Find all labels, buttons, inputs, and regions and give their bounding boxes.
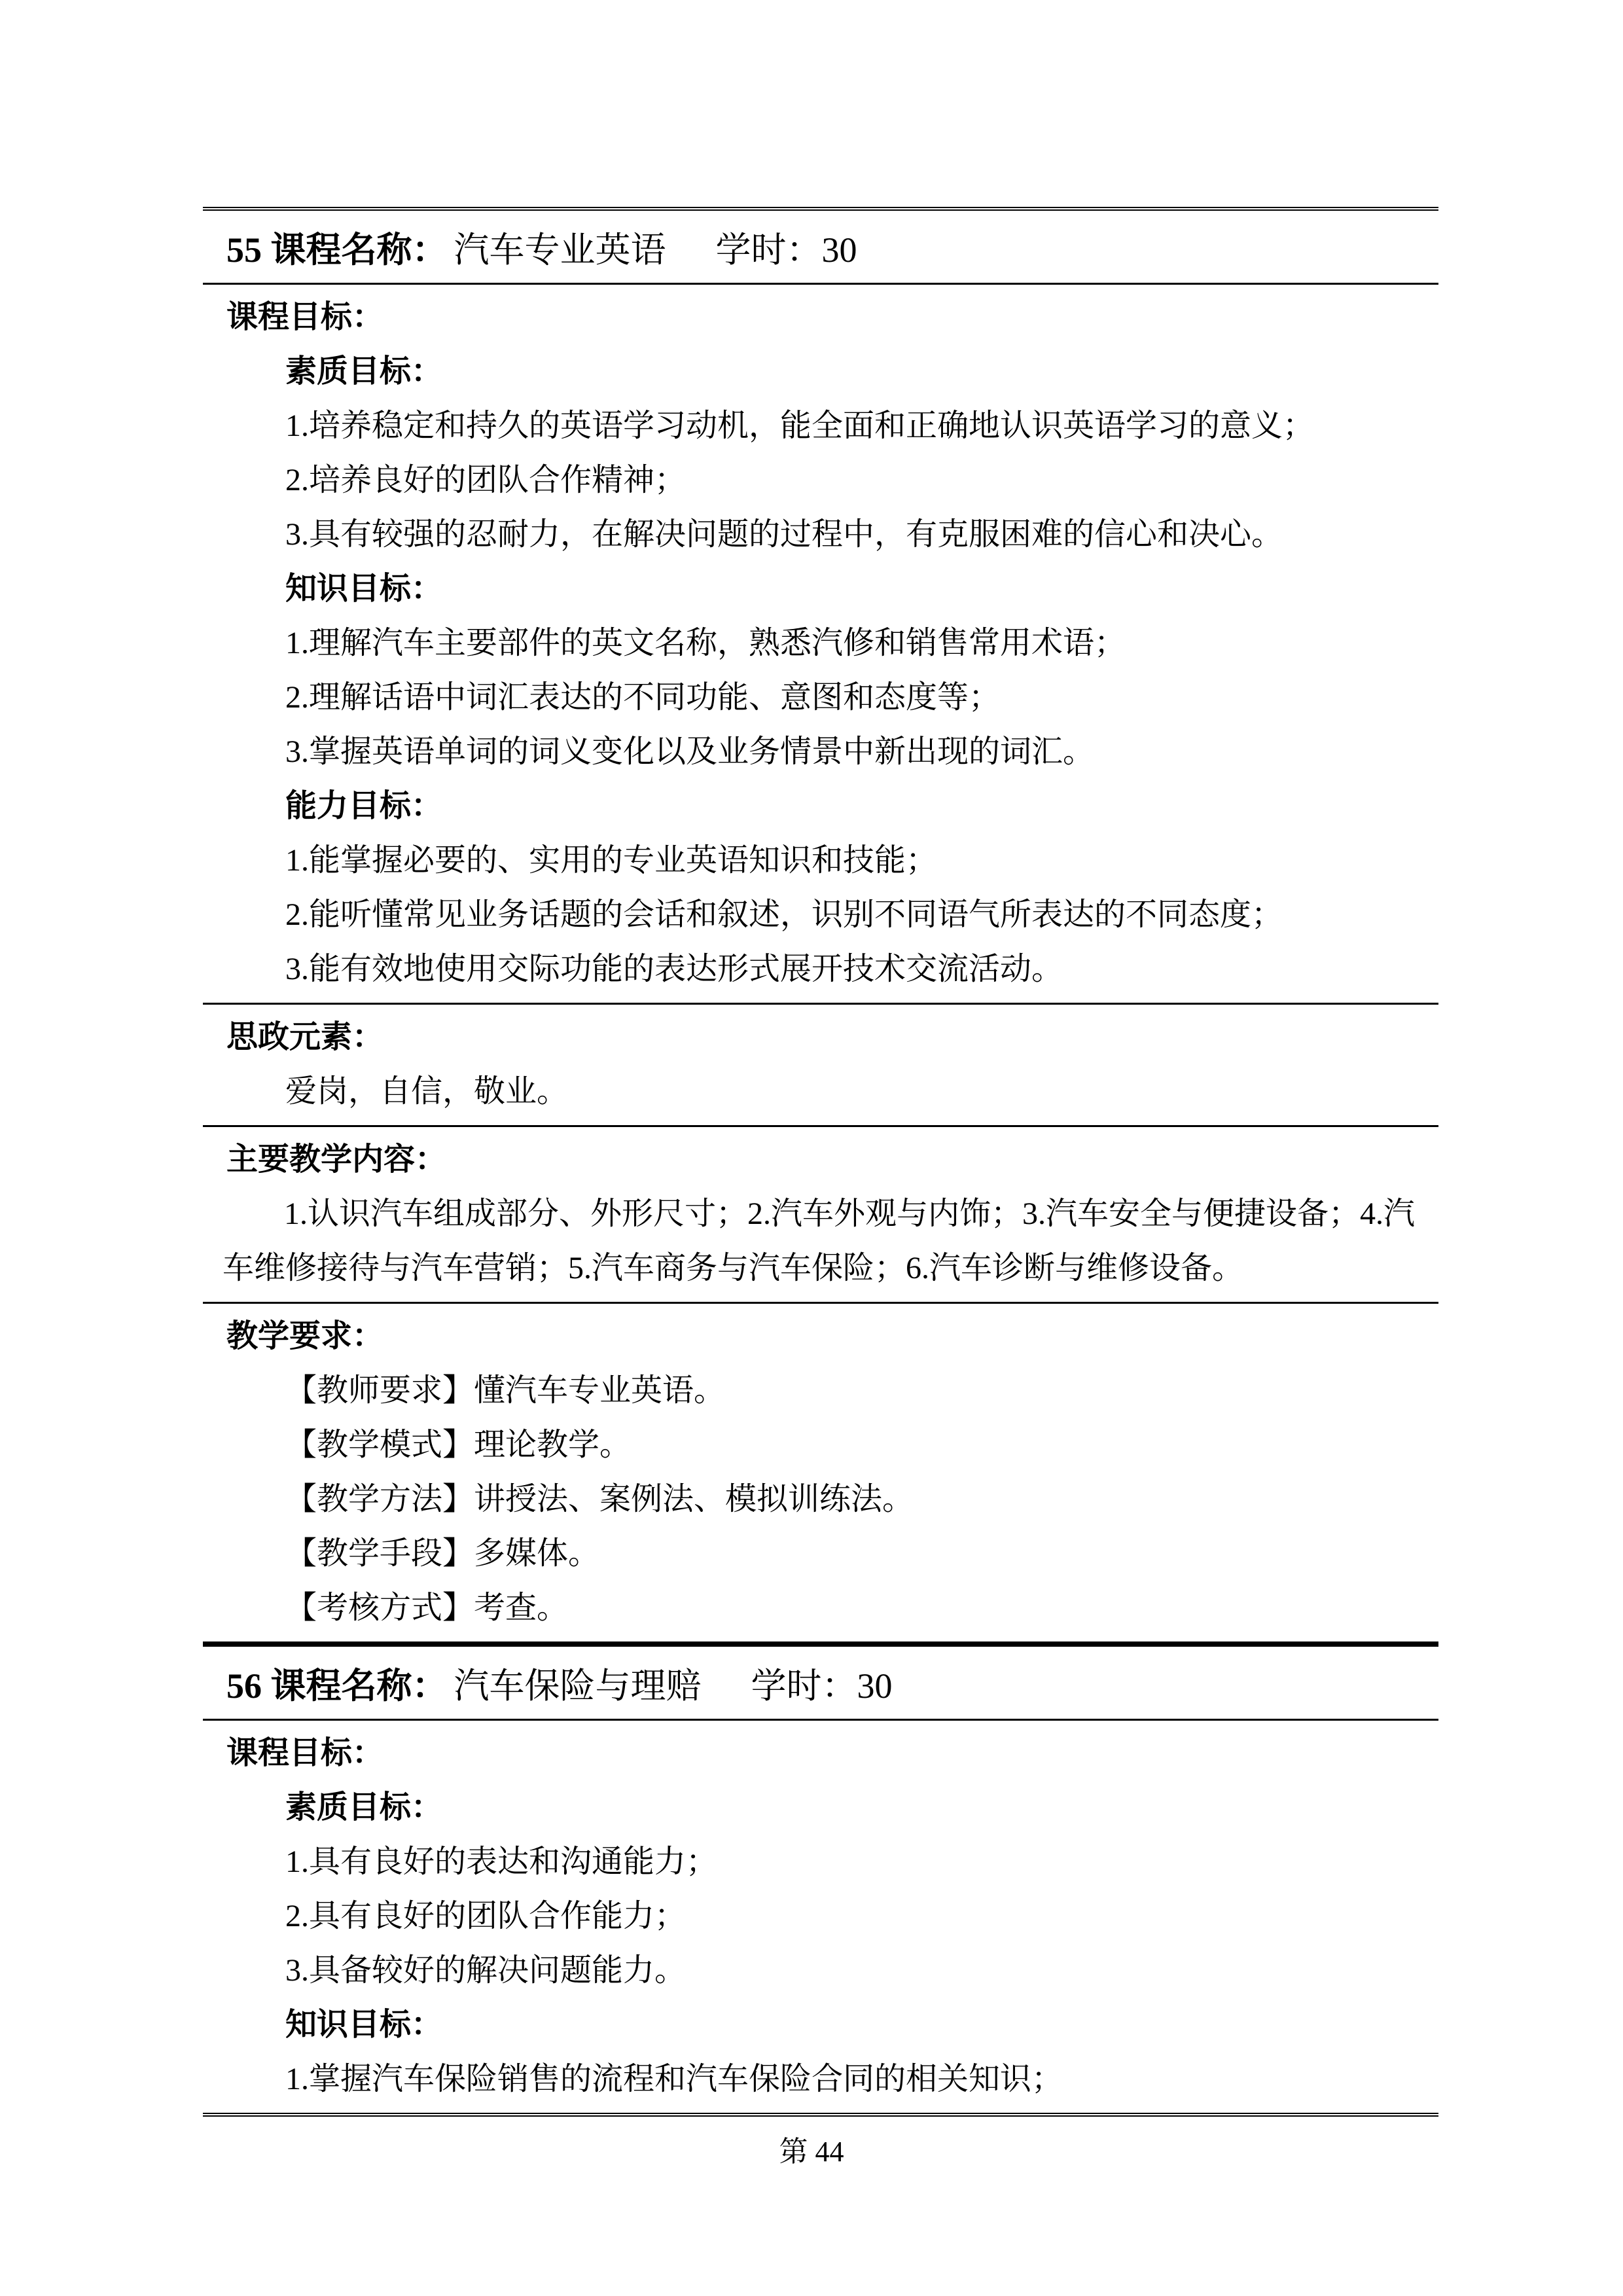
course-56-objectives-heading: 课程目标： bbox=[226, 1736, 384, 1770]
course-55-objectives-heading: 课程目标： bbox=[226, 300, 384, 334]
knowledge-goal-item: 2.理解话语中词汇表达的不同功能、意图和态度等； bbox=[285, 680, 1001, 715]
course-55-hours: 学时：30 bbox=[715, 230, 857, 270]
course-56-title-row bbox=[203, 1647, 1438, 1719]
course-55-ability-goal-heading: 能力目标： bbox=[285, 789, 443, 823]
course-56-table bbox=[203, 1643, 1438, 2117]
course-55-requirements-row bbox=[203, 1302, 1438, 1641]
ability-goal-item: 3.能有效地使用交际功能的表达形式展开技术交流活动。 bbox=[285, 952, 1063, 986]
knowledge-goal-item: 1.理解汽车主要部件的英文名称，熟悉汽修和销售常用术语； bbox=[285, 626, 1126, 660]
course-56-objectives-row bbox=[203, 1719, 1438, 2113]
course-55-ideology-content: 爱岗，自信，敬业。 bbox=[285, 1074, 569, 1109]
knowledge-goal-item: 1.掌握汽车保险销售的流程和汽车保险合同的相关知识； bbox=[285, 2062, 1063, 2096]
quality-goal-item: 1.培养稳定和持久的英语学习动机，能全面和正确地认识英语学习的意义； bbox=[285, 408, 1315, 443]
course-55-quality-goal-heading: 素质目标： bbox=[285, 354, 443, 389]
course-56-quality-goal-heading: 素质目标： bbox=[285, 1790, 443, 1825]
course-55-ideology-heading: 思政元素： bbox=[226, 1020, 384, 1054]
requirement-item: 【考核方式】考查。 bbox=[285, 1590, 569, 1625]
quality-goal-item: 1.具有良好的表达和沟通能力； bbox=[285, 1844, 718, 1879]
course-56-number-label: 56 课程名称： bbox=[226, 1666, 448, 1706]
course-55-content-row bbox=[203, 1125, 1438, 1302]
requirement-item: 【教师要求】懂汽车专业英语。 bbox=[285, 1373, 726, 1408]
course-55-content-text: 1.认识汽车组成部分、外形尺寸；2.汽车外观与内饰；3.汽车安全与便捷设备；4.汽车维修接待与汽车营销；5.汽车商务与汽车保险；6.汽车诊断与维修设备。 bbox=[223, 1196, 1416, 1285]
course-55-title-row bbox=[203, 211, 1438, 283]
course-55-knowledge-goal-heading: 知识目标： bbox=[285, 571, 443, 606]
course-55-requirements-heading: 教学要求： bbox=[226, 1319, 384, 1354]
ability-goal-item: 2.能听懂常见业务话题的会话和叙述，识别不同语气所表达的不同态度； bbox=[285, 897, 1283, 932]
course-55-objectives-row bbox=[203, 283, 1438, 1003]
course-55-name: 汽车专业英语 bbox=[454, 230, 666, 270]
requirement-item: 【教学手段】多媒体。 bbox=[285, 1536, 600, 1571]
course-55-table bbox=[203, 207, 1438, 1645]
quality-goal-item: 3.具备较好的解决问题能力。 bbox=[285, 1953, 687, 1988]
requirement-item: 【教学方法】讲授法、案例法、模拟训练法。 bbox=[285, 1482, 914, 1516]
knowledge-goal-item: 3.掌握英语单词的词义变化以及业务情景中新出现的词汇。 bbox=[285, 734, 1095, 769]
course-55-number-label: 55 课程名称： bbox=[226, 230, 448, 270]
course-55-ideology-row bbox=[203, 1003, 1438, 1125]
course-56-name: 汽车保险与理赔 bbox=[454, 1666, 702, 1706]
quality-goal-item: 2.培养良好的团队合作精神； bbox=[285, 463, 687, 497]
page-number: 第 44 bbox=[779, 2136, 844, 2168]
quality-goal-item: 2.具有良好的团队合作能力； bbox=[285, 1899, 687, 1933]
ability-goal-item: 1.能掌握必要的、实用的专业英语知识和技能； bbox=[285, 843, 938, 878]
course-55-content-heading: 主要教学内容： bbox=[226, 1142, 447, 1177]
requirement-item: 【教学模式】理论教学。 bbox=[285, 1427, 632, 1462]
course-56-knowledge-goal-heading: 知识目标： bbox=[285, 2007, 443, 2042]
quality-goal-item: 3.具有较强的忍耐力，在解决问题的过程中，有克服困难的信心和决心。 bbox=[285, 517, 1283, 552]
course-56-hours: 学时：30 bbox=[751, 1666, 893, 1706]
